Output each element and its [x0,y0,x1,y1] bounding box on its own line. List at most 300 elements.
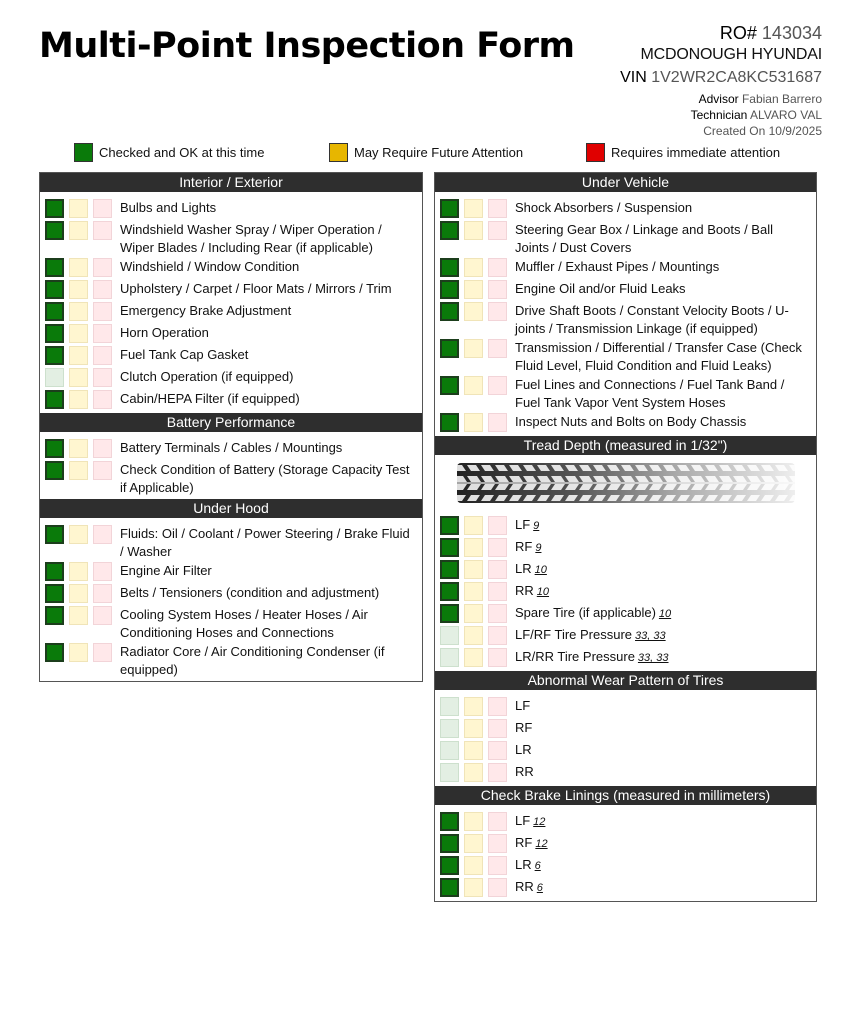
ok-checkbox[interactable] [440,413,459,432]
dealer-name: MCDONOUGH HYUNDAI [640,46,822,63]
status-boxes [45,561,117,581]
ok-checkbox[interactable] [440,221,459,240]
checklist-row [40,279,422,301]
immediate-checkbox[interactable] [93,461,112,480]
item-text: RF [515,835,533,850]
checklist-row [40,323,422,345]
left-column [39,172,423,682]
checklist-row [40,389,422,411]
checklist-row [435,855,816,877]
future-checkbox[interactable] [464,339,483,358]
status-boxes [440,537,512,557]
item-label [117,279,398,298]
item-text: Inspect Nuts and Bolts on Body Chassis [515,414,747,429]
immediate-checkbox[interactable] [93,584,112,603]
measurement-value: 10 [536,586,550,598]
future-checkbox[interactable] [69,390,88,409]
ok-checkbox[interactable] [440,538,459,557]
technician-line [620,109,822,125]
repair-order-header [620,24,822,141]
future-checkbox[interactable] [69,525,88,544]
item-label [512,375,816,412]
legend-ok-label: Checked and OK at this time [99,145,265,160]
status-boxes [440,625,512,645]
immediate-checkbox[interactable] [488,538,507,557]
future-checkbox[interactable] [464,258,483,277]
item-label [512,559,553,579]
immediate-checkbox[interactable] [488,199,507,218]
item-text: LF/RF Tire Pressure [515,627,633,642]
ok-checkbox[interactable] [45,302,64,321]
measurement-value: 12 [535,838,548,850]
item-text: Fluids: Oil / Coolant / Power Steering / Brake Fluid / Washer [120,526,410,559]
item-label [117,257,305,276]
page-title: Multi-Point Inspection Form [39,26,575,66]
ok-checkbox[interactable] [45,562,64,581]
ok-checkbox[interactable] [45,346,64,365]
future-checkbox[interactable] [464,856,483,875]
measurement-value: 12 [533,816,546,828]
checklist-row [435,877,816,899]
immediate-checkbox[interactable] [93,346,112,365]
checklist-row [435,559,816,581]
item-text: Drive Shaft Boots / Constant Velocity Boots / U-joints / Transmission Linkage (if equipped) [515,303,789,336]
status-boxes [440,603,512,623]
immediate-checkbox[interactable] [488,221,507,240]
status-boxes [45,642,117,662]
future-checkbox[interactable] [69,324,88,343]
ok-checkbox[interactable] [440,280,459,299]
ok-checkbox[interactable] [45,324,64,343]
ok-checkbox[interactable] [45,368,64,387]
measurement-value: 6 [536,882,543,894]
immediate-checkbox[interactable] [93,221,112,240]
checklist-row [435,740,816,762]
item-text: Clutch Operation (if equipped) [120,369,294,384]
checklist-row [40,561,422,583]
ok-checkbox[interactable] [45,258,64,277]
future-checkbox[interactable] [69,346,88,365]
ok-checkbox[interactable] [440,812,459,831]
right-column [434,172,817,902]
section-interior [40,192,422,413]
item-text: Transmission / Differential / Transfer Case (Check Fluid Level, Fluid Condition and Fluid Leaks) [515,340,802,373]
item-text: Engine Oil and/or Fluid Leaks [515,281,686,296]
tire-tread-icon [453,462,799,504]
ok-checkbox[interactable] [440,302,459,321]
immediate-checkbox[interactable] [488,719,507,738]
section-header-under-vehicle: Under Vehicle [435,173,816,192]
ok-checkbox[interactable] [440,560,459,579]
ok-checkbox[interactable] [440,697,459,716]
status-boxes [440,762,512,782]
immediate-checkbox[interactable] [488,812,507,831]
ok-checkbox[interactable] [440,878,459,897]
ok-checkbox[interactable] [45,643,64,662]
item-label [117,438,348,457]
future-checkbox[interactable] [69,439,88,458]
future-checkbox[interactable] [69,562,88,581]
checklist-row [435,279,816,301]
status-boxes [440,257,512,277]
future-checkbox[interactable] [464,763,483,782]
ro-line [620,24,822,47]
vin-line [620,70,822,93]
status-boxes [45,279,117,299]
item-label [512,647,675,667]
checklist-row [40,642,422,679]
section-under-vehicle [435,192,816,436]
item-label [117,605,422,642]
checklist-row [40,460,422,497]
item-label [512,855,547,875]
checklist-row [40,605,422,642]
section-brake-linings [435,805,816,901]
future-checkbox[interactable] [464,648,483,667]
checklist-row [435,581,816,603]
item-label [512,537,547,557]
status-boxes [45,389,117,409]
ok-checkbox[interactable] [45,461,64,480]
section-header-battery: Battery Performance [40,413,422,432]
future-checkbox[interactable] [464,413,483,432]
section-tread-depth [435,511,816,671]
ok-checkbox[interactable] [440,856,459,875]
immediate-checkbox[interactable] [488,280,507,299]
future-checkbox[interactable] [464,604,483,623]
future-checkbox[interactable] [464,741,483,760]
ok-checkbox[interactable] [45,439,64,458]
ok-checkbox[interactable] [45,280,64,299]
ok-checkbox[interactable] [440,763,459,782]
checklist-row [435,718,816,740]
checklist-row [40,438,422,460]
immediate-checkbox[interactable] [488,582,507,601]
immediate-checkbox[interactable] [488,413,507,432]
item-label [512,338,816,375]
item-text: Upholstery / Carpet / Floor Mats / Mirrors / Trim [120,281,392,296]
item-label [117,323,215,342]
checklist-row [435,375,816,412]
immediate-checkbox[interactable] [93,562,112,581]
status-boxes [440,855,512,875]
item-text: Cabin/HEPA Filter (if equipped) [120,391,300,406]
status-boxes [440,718,512,738]
immediate-checkbox[interactable] [93,258,112,277]
ro-label: RO# [719,23,757,43]
immediate-checkbox[interactable] [93,280,112,299]
status-boxes [440,301,512,321]
item-label [512,603,677,623]
item-label [512,625,672,645]
ok-checkbox[interactable] [440,834,459,853]
checklist-row [435,625,816,647]
status-boxes [440,559,512,579]
item-text: LF [515,698,531,713]
immediate-checkbox[interactable] [488,648,507,667]
status-boxes [45,583,117,603]
future-checkbox[interactable] [69,643,88,662]
immediate-checkbox[interactable] [488,560,507,579]
future-checkbox[interactable] [464,697,483,716]
advisor-name: Fabian Barrero [741,92,822,106]
section-header-tread-depth: Tread Depth (measured in 1/32") [435,436,816,455]
status-boxes [440,515,512,535]
checklist-row [435,257,816,279]
measurement-value: 6 [534,860,541,872]
section-under-hood [40,518,422,681]
item-label [512,257,725,276]
future-checkbox[interactable] [464,582,483,601]
ok-checkbox[interactable] [440,741,459,760]
ok-checkbox[interactable] [45,221,64,240]
item-label [117,460,422,497]
future-checkbox[interactable] [69,302,88,321]
item-text: RF [515,539,533,554]
future-checkbox[interactable] [69,368,88,387]
checklist-row [435,198,816,220]
item-text: Windshield Washer Spray / Wiper Operation / Wiper Blades / Including Rear (if applicable) [120,222,382,255]
item-label [512,833,554,853]
green-swatch [74,143,93,162]
immediate-checkbox[interactable] [488,516,507,535]
item-text: Cooling System Hoses / Heater Hoses / Air Conditioning Hoses and Connections [120,607,368,640]
immediate-checkbox[interactable] [93,439,112,458]
item-label [512,762,540,781]
immediate-checkbox[interactable] [488,258,507,277]
status-boxes [45,257,117,277]
legend-future-label: May Require Future Attention [354,145,524,160]
item-text: Spare Tire (if applicable) [515,605,656,620]
status-boxes [45,301,117,321]
item-label [117,367,299,386]
item-text: RR [515,879,534,894]
checklist-row [435,515,816,537]
status-boxes [440,412,512,432]
status-boxes [440,877,512,897]
status-boxes [45,198,117,218]
ok-checkbox[interactable] [45,606,64,625]
ok-checkbox[interactable] [440,648,459,667]
ok-checkbox[interactable] [440,339,459,358]
ok-checkbox[interactable] [45,199,64,218]
item-label [117,583,385,602]
immediate-checkbox[interactable] [488,302,507,321]
status-boxes [440,833,512,853]
red-swatch [586,143,605,162]
ok-checkbox[interactable] [440,376,459,395]
legend-immediate [586,143,780,162]
future-checkbox[interactable] [69,280,88,299]
ok-checkbox[interactable] [440,516,459,535]
status-boxes [45,367,117,387]
ok-checkbox[interactable] [440,626,459,645]
checklist-row [435,647,816,669]
checklist-row [435,811,816,833]
future-checkbox[interactable] [69,461,88,480]
checklist-row [40,524,422,561]
item-label [512,718,538,737]
ok-checkbox[interactable] [440,719,459,738]
immediate-checkbox[interactable] [93,643,112,662]
future-checkbox[interactable] [69,258,88,277]
status-boxes [45,438,117,458]
item-text: Check Condition of Battery (Storage Capacity Test if Applicable) [120,462,410,495]
immediate-checkbox[interactable] [93,302,112,321]
measurement-value: 10 [534,564,547,576]
item-text: RF [515,720,533,735]
section-header-wear-pattern: Abnormal Wear Pattern of Tires [435,671,816,690]
item-label [512,877,549,897]
item-text: LR [515,561,532,576]
immediate-checkbox[interactable] [488,834,507,853]
vin-label: VIN [620,69,647,86]
measurement-value: 9 [533,520,540,532]
checklist-row [435,338,816,375]
checklist-row [40,220,422,257]
future-checkbox[interactable] [464,626,483,645]
status-boxes [440,279,512,299]
item-label [117,345,254,364]
item-text: Fuel Tank Cap Gasket [120,347,249,362]
item-text: RR [515,583,534,598]
immediate-checkbox[interactable] [93,390,112,409]
ok-checkbox[interactable] [45,525,64,544]
measurement-value: 33, 33 [635,630,666,642]
future-checkbox[interactable] [69,221,88,240]
ro-number: 143034 [761,23,822,43]
item-label [117,642,422,679]
item-label [117,389,306,408]
future-checkbox[interactable] [69,199,88,218]
future-checkbox[interactable] [464,538,483,557]
status-boxes [45,220,117,240]
immediate-checkbox[interactable] [488,741,507,760]
item-text: LR [515,742,532,757]
status-legend [0,143,862,163]
ok-checkbox[interactable] [440,604,459,623]
future-checkbox[interactable] [464,221,483,240]
item-text: Steering Gear Box / Linkage and Boots / Ball Joints / Dust Covers [515,222,773,255]
item-label [117,524,422,561]
immediate-checkbox[interactable] [93,606,112,625]
created-date: Created On 10/9/2025 [703,124,822,138]
checklist-row [40,583,422,605]
item-text: LR/RR Tire Pressure [515,649,635,664]
section-header-brake-linings: Check Brake Linings (measured in millimeters) [435,786,816,805]
future-checkbox[interactable] [464,812,483,831]
future-checkbox[interactable] [464,280,483,299]
checklist-row [435,762,816,784]
item-label [117,561,218,580]
immediate-checkbox[interactable] [93,368,112,387]
immediate-checkbox[interactable] [488,697,507,716]
item-text: Horn Operation [120,325,209,340]
item-label [117,301,297,320]
future-checkbox[interactable] [464,878,483,897]
legend-ok [74,143,264,162]
item-label [512,740,538,759]
measurement-value: 9 [535,542,542,554]
checklist-row [40,198,422,220]
item-label [512,412,752,431]
immediate-checkbox[interactable] [488,763,507,782]
future-checkbox[interactable] [464,376,483,395]
item-label [117,220,422,257]
status-boxes [45,323,117,343]
item-text: Shock Absorbers / Suspension [515,200,693,215]
immediate-checkbox[interactable] [93,525,112,544]
checklist-row [435,696,816,718]
future-checkbox[interactable] [464,516,483,535]
section-wear-pattern [435,690,816,786]
status-boxes [440,198,512,218]
item-text: Belts / Tensioners (condition and adjustment) [120,585,380,600]
item-text: Battery Terminals / Cables / Mountings [120,440,343,455]
immediate-checkbox[interactable] [488,856,507,875]
item-text: LF [515,517,531,532]
item-text: Fuel Lines and Connections / Fuel Tank Band / Fuel Tank Vapor Vent System Hoses [515,377,785,410]
checklist-row [40,257,422,279]
checklist-row [435,603,816,625]
technician-name: ALVARO VAL [749,108,822,122]
status-boxes [440,696,512,716]
status-boxes [440,647,512,667]
immediate-checkbox[interactable] [488,339,507,358]
future-checkbox[interactable] [464,199,483,218]
status-boxes [440,581,512,601]
immediate-checkbox[interactable] [488,604,507,623]
future-checkbox[interactable] [69,584,88,603]
checklist-row [435,833,816,855]
advisor-label: Advisor [698,92,739,106]
immediate-checkbox[interactable] [488,878,507,897]
item-label [512,198,698,217]
item-text: Bulbs and Lights [120,200,217,215]
item-label [512,279,692,298]
status-boxes [45,345,117,365]
status-boxes [440,338,512,358]
item-label [512,811,551,831]
future-checkbox[interactable] [464,719,483,738]
checklist-row [40,301,422,323]
ok-checkbox[interactable] [45,390,64,409]
item-label [512,220,816,257]
checklist-row [435,301,816,338]
future-checkbox[interactable] [464,834,483,853]
status-boxes [45,605,117,625]
item-label [512,515,545,535]
checklist-row [40,367,422,389]
ok-checkbox[interactable] [440,258,459,277]
checklist-row [435,412,816,434]
immediate-checkbox[interactable] [488,376,507,395]
ok-checkbox[interactable] [440,582,459,601]
future-checkbox[interactable] [69,606,88,625]
immediate-checkbox[interactable] [93,324,112,343]
immediate-checkbox[interactable] [93,199,112,218]
future-checkbox[interactable] [464,560,483,579]
yellow-swatch [329,143,348,162]
ok-checkbox[interactable] [440,199,459,218]
status-boxes [45,460,117,480]
ok-checkbox[interactable] [45,584,64,603]
future-checkbox[interactable] [464,302,483,321]
section-header-interior: Interior / Exterior [40,173,422,192]
immediate-checkbox[interactable] [488,626,507,645]
status-boxes [45,524,117,544]
legend-immediate-label: Requires immediate attention [611,145,781,160]
